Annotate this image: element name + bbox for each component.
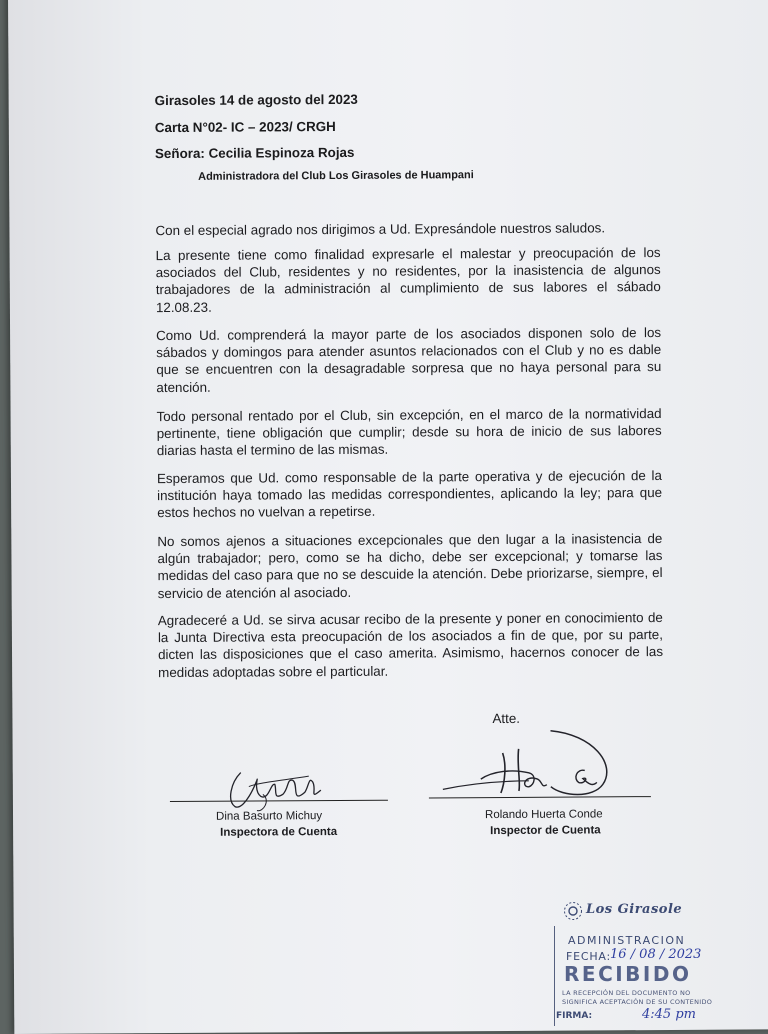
paragraph-exceptions: No somos ajenos a situaciones excepcionales que den lugar a la inasistencia de algún trabajador; pero, como se ha dicho, debe ser excepcional; y tomarse las medidas del caso para que no se descuide la atención. Debe priorizarse, siempre, el servicio de atención al asociado. xyxy=(157,531,663,601)
paragraph-request: Agradeceré a Ud. se sirva acusar recibo de la presente y poner en conocimiento de la Junta Directiva esta preocupación de los asociados a fin de que, por su parte, dicten las disposiciones que el caso amerita. Asimismo, hacernos conocer de las medidas adoptadas sobre el particular. xyxy=(157,610,664,680)
letter-place-date: Girasoles 14 de agosto del 2023 xyxy=(154,91,358,109)
stamp-status: RECIBIDO xyxy=(564,962,692,986)
stamp-department: ADMINISTRACION xyxy=(568,934,686,947)
paragraph-purpose: La presente tiene como finalidad expresarle el malestar y preocupación de los asociados del Club, residentes y no residentes, por la inasistencia de algunos trabajadores de la administración al cumplimiento de sus labores el sábado 12.08.23. xyxy=(155,245,661,315)
signer-name-left: Dina Basurto Michuy xyxy=(215,810,323,823)
paragraph-weekends: Como Ud. comprenderá la mayor parte de los asociados disponen solo de los sábados y domingos para atender asuntos relacionados con el Club y no es dable que se encuentren con la desagradable sorpresa que no haya personal para su atención. xyxy=(156,325,662,395)
letter-addressee-title: Administradora del Club Los Girasoles de Huampani xyxy=(198,169,474,183)
stamp-border xyxy=(554,926,555,1026)
closing-salutation: Atte. xyxy=(492,710,521,727)
signer-role-left: Inspectora de Cuenta xyxy=(220,826,338,839)
signer-role-right: Inspector de Cuenta xyxy=(490,824,601,838)
sunflower-logo-icon xyxy=(562,900,584,922)
reception-stamp xyxy=(552,898,768,1028)
letter-addressee: Señora: Cecilia Espinoza Rojas xyxy=(154,144,355,162)
paragraph-greeting: Con el especial agrado nos dirigimos a Ud. Expresándole nuestros saludos. xyxy=(155,220,606,239)
signer-name-right: Rolando Huerta Conde xyxy=(484,808,603,822)
paragraph-obligation: Todo personal rentado por el Club, sin excepción, en el marco de la normatividad pertinente, tiene obligación que cumplir; desde su hora de inicio de sus labores diarias hasta el termino de las mismas. xyxy=(156,406,662,459)
stamp-signature-label: FIRMA: xyxy=(556,1011,593,1021)
stamp-logo-text: Los Girasole xyxy=(586,902,683,917)
paragraph-expectation: Esperamos que Ud. como responsable de la parte operativa y de ejecución de la institución haya tomado las medidas correspondientes, aplicando la ley; para que estos hechos no vuelvan a repetirse. xyxy=(156,468,663,521)
letter-page xyxy=(8,0,768,1034)
stamp-date-value: 16 / 08 / 2023 xyxy=(610,947,702,962)
signature-scribble-right xyxy=(432,724,632,805)
stamp-note-line-1: LA RECEPCIÓN DEL DOCUMENTO NO xyxy=(562,989,691,997)
stamp-signature-value: 4:45 pm xyxy=(642,1007,696,1022)
stamp-date-label: FECHA: xyxy=(566,950,612,963)
stamp-note-line-2: SIGNIFICA ACEPTACIÓN DE SU CONTENIDO xyxy=(562,998,713,1006)
letter-reference: Carta N°02- IC – 2023/ CRGH xyxy=(154,119,336,136)
